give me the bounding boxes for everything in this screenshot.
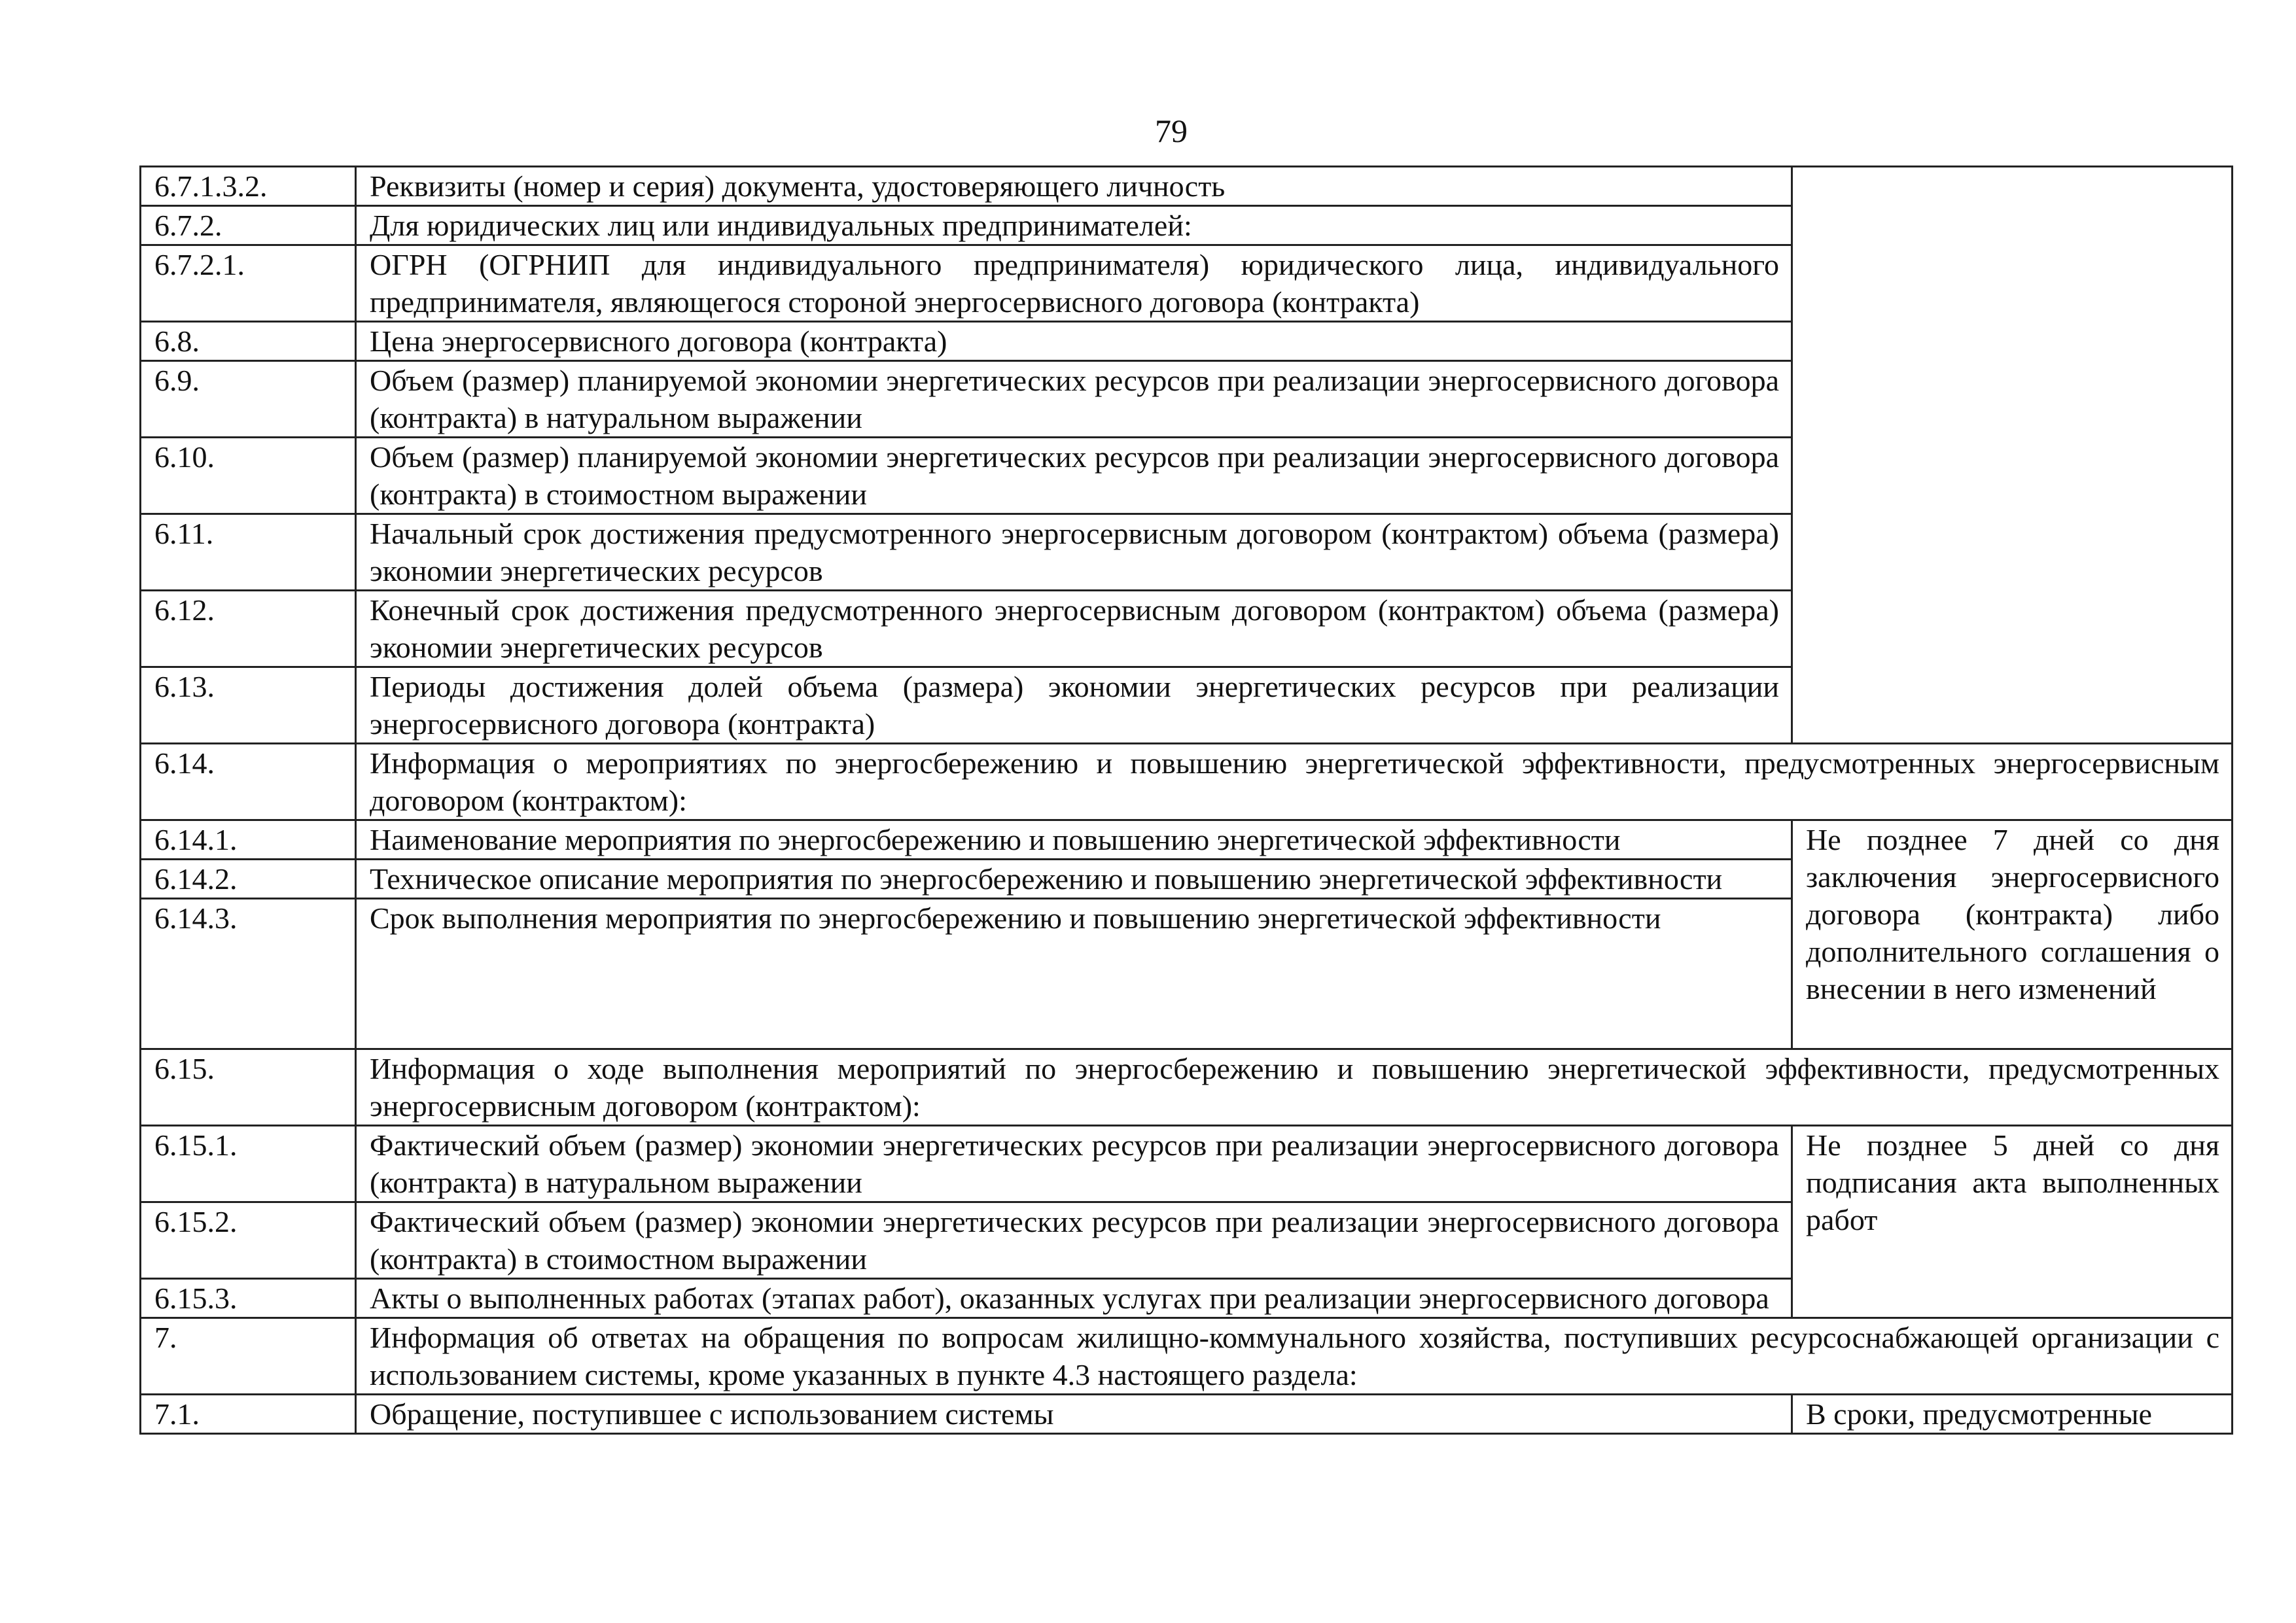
row-text: Фактический объем (размер) экономии энергетических ресурсов при реализации энергосервисного договора (контракта) в натуральном выражении xyxy=(356,1126,1792,1202)
deadline-cell: В сроки, предусмотренные xyxy=(1792,1395,2233,1434)
row-number: 6.13. xyxy=(141,667,356,744)
table-row xyxy=(141,820,2233,860)
row-text: Наименование мероприятия по энергосбережению и повышению энергетической эффективности xyxy=(356,820,1792,860)
row-text: Информация о мероприятиях по энергосбережению и повышению энергетической эффективности, предусмотренных энергосервисным договором (контрактом): xyxy=(356,744,2233,820)
row-number: 6.14.3. xyxy=(141,899,356,1049)
row-text: Акты о выполненных работах (этапах работ), оказанных услугах при реализации энергосервисного договора xyxy=(356,1279,1792,1318)
page-number: 79 xyxy=(1155,113,1188,149)
row-text: Информация о ходе выполнения мероприятий по энергосбережению и повышению энергетической эффективности, предусмотренных энергосервисным договором (контрактом): xyxy=(356,1049,2233,1126)
row-number: 6.15.3. xyxy=(141,1279,356,1318)
row-number: 6.9. xyxy=(141,361,356,438)
table-row-section xyxy=(141,1318,2233,1395)
row-text: Начальный срок достижения предусмотренного энергосервисным договором (контрактом) объема (размера) экономии энергетических ресурсов xyxy=(356,514,1792,591)
row-number: 7.1. xyxy=(141,1395,356,1434)
row-text: Объем (размер) планируемой экономии энергетических ресурсов при реализации энергосервисного договора (контракта) в стоимостном выражении xyxy=(356,438,1792,514)
row-text: Объем (размер) планируемой экономии энергетических ресурсов при реализации энергосервисного договора (контракта) в натуральном выражении xyxy=(356,361,1792,438)
row-text: Периоды достижения долей объема (размера) экономии энергетических ресурсов при реализации энергосервисного договора (контракта) xyxy=(356,667,1792,744)
row-number: 7. xyxy=(141,1318,356,1395)
row-text: ОГРН (ОГРНИП для индивидуального предпринимателя) юридического лица, индивидуального предпринимателя, являющегося стороной энергосервисного договора (контракта) xyxy=(356,245,1792,322)
row-text: Фактический объем (размер) экономии энергетических ресурсов при реализации энергосервисного договора (контракта) в стоимостном выражении xyxy=(356,1202,1792,1279)
deadline-cell: Не позднее 5 дней со дня подписания акта выполненных работ xyxy=(1792,1126,2233,1318)
row-number: 6.7.2. xyxy=(141,206,356,245)
row-text: Конечный срок достижения предусмотренного энергосервисным договором (контрактом) объема (размера) экономии энергетических ресурсов xyxy=(356,591,1792,667)
row-number: 6.7.2.1. xyxy=(141,245,356,322)
deadline-cell-empty xyxy=(1792,167,2233,744)
table-row xyxy=(141,167,2233,206)
row-text: Информация об ответах на обращения по вопросам жилищно-коммунального хозяйства, поступивших ресурсоснабжающей организации с использованием системы, кроме указанных в пункте 4.3 настоящего раздела: xyxy=(356,1318,2233,1395)
row-text: Реквизиты (номер и серия) документа, удостоверяющего личность xyxy=(356,167,1792,206)
table-row xyxy=(141,1395,2233,1434)
row-number: 6.12. xyxy=(141,591,356,667)
deadline-cell: Не позднее 7 дней со дня заключения энергосервисного договора (контракта) либо дополнительного соглашения о внесении в него изменений xyxy=(1792,820,2233,1049)
row-text: Для юридических лиц или индивидуальных предпринимателей: xyxy=(356,206,1792,245)
row-text: Срок выполнения мероприятия по энергосбережению и повышению энергетической эффективности xyxy=(356,899,1792,1049)
requirements-table xyxy=(139,166,2233,1435)
row-number: 6.14. xyxy=(141,744,356,820)
table-row xyxy=(141,1126,2233,1202)
row-number: 6.15.2. xyxy=(141,1202,356,1279)
row-text: Цена энергосервисного договора (контракта) xyxy=(356,322,1792,361)
row-number: 6.11. xyxy=(141,514,356,591)
row-text: Обращение, поступившее с использованием системы xyxy=(356,1395,1792,1434)
row-number: 6.15.1. xyxy=(141,1126,356,1202)
row-number: 6.10. xyxy=(141,438,356,514)
row-number: 6.14.2. xyxy=(141,860,356,899)
row-number: 6.15. xyxy=(141,1049,356,1126)
row-number: 6.8. xyxy=(141,322,356,361)
table-row-section xyxy=(141,1049,2233,1126)
table-row-section xyxy=(141,744,2233,820)
row-number: 6.7.1.3.2. xyxy=(141,167,356,206)
row-text: Техническое описание мероприятия по энергосбережению и повышению энергетической эффективности xyxy=(356,860,1792,899)
row-number: 6.14.1. xyxy=(141,820,356,860)
